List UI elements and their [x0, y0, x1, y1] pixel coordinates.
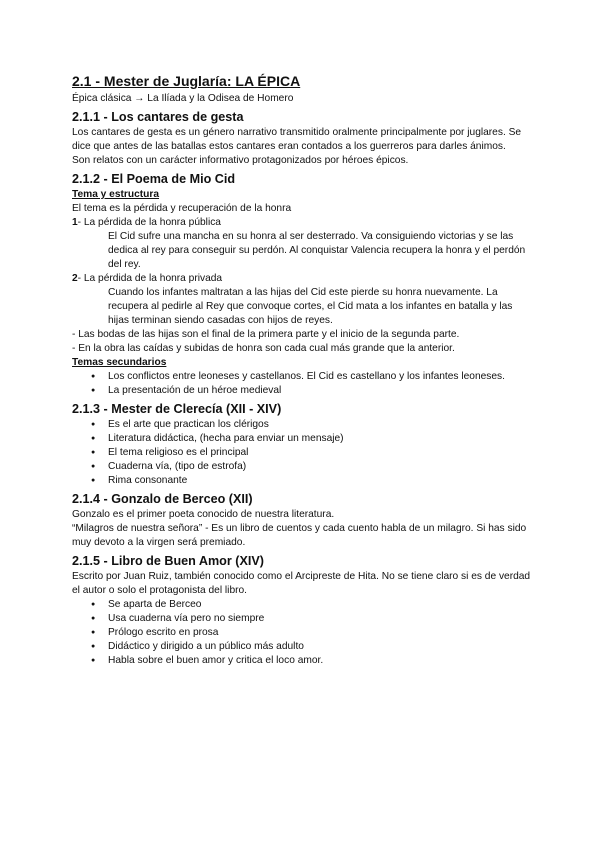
dash-line: - Las bodas de las hijas son el final de la primera parte y el inicio de la segunda parte. — [72, 329, 460, 340]
bullet-list — [72, 370, 532, 398]
list-item: ● Prólogo escrito en prosa — [108, 626, 532, 640]
subheading-temas-secundarios: Temas secundarios — [72, 357, 167, 368]
paragraph: Son relatos con un carácter informativo protagonizados por héroes épicos. — [72, 155, 409, 166]
subsection-title-2-1-3: 2.1.3 - Mester de Clerecía (XII - XIV) — [72, 402, 282, 416]
subsection-title-2-1-5: 2.1.5 - Libro de Buen Amor (XIV) — [72, 554, 264, 568]
numbered-item-1 — [72, 216, 532, 230]
list-item: ● La presentación de un héroe medieval — [108, 384, 532, 398]
list-item: ● Habla sobre el buen amor y critica el loco amor. — [108, 654, 532, 668]
numbered-item-text: - La pérdida de la honra pública — [77, 217, 221, 228]
paragraph: Escrito por Juan Ruiz, también conocido como el Arcipreste de Hita. No se tiene claro si es de verdad el autor o solo el protagonista del libro. — [72, 571, 531, 596]
list-item: ● Los conflictos entre leoneses y castellanos. El Cid es castellano y los infantes leoneses. — [108, 370, 532, 384]
list-item: ● Literatura didáctica, (hecha para enviar un mensaje) — [108, 432, 532, 446]
paragraph: El tema es la pérdida y recuperación de la honra — [72, 203, 292, 214]
indented-paragraph: El Cid sufre una mancha en su honra al ser desterrado. Va consiguiendo victorias y se las dedica al rey para conseguir su perdón. Al conquistar Valencia recupera la honra y el perdón del rey. — [108, 231, 526, 270]
list-item: ● Didáctico y dirigido a un público más adulto — [108, 640, 532, 654]
bullet-list — [72, 418, 532, 488]
indented-paragraph: Cuando los infantes maltratan a las hijas del Cid este pierde su honra nuevamente. La recupera al pedirle al Rey que convoque cortes, el Cid mata a los infantes en batalla y las hijas terminan siendo casadas con hijos de reyes. — [108, 287, 513, 326]
list-item: ● Se aparta de Berceo — [108, 598, 532, 612]
dash-line: - En la obra las caídas y subidas de honra son cada cual más grande que la anterior. — [72, 343, 455, 354]
number-label: 2 — [72, 273, 78, 284]
list-item: ● Es el arte que practican los clérigos — [108, 418, 532, 432]
numbered-item-text: - La pérdida de la honra privada — [77, 273, 223, 284]
numbered-item-2 — [72, 272, 532, 286]
paragraph: “Milagros de nuestra señora” - Es un libro de cuentos y cada cuento habla de un milagro. Si has sido muy devoto a la virgen será premiado. — [72, 523, 527, 548]
list-item: ● Cuaderna vía, (tipo de estrofa) — [108, 460, 532, 474]
bullet-list — [72, 598, 532, 668]
list-item: ● Usa cuaderna vía pero no siempre — [108, 612, 532, 626]
list-item: ● El tema religioso es el principal — [108, 446, 532, 460]
document-page — [72, 72, 532, 668]
paragraph: Los cantares de gesta es un género narrativo transmitido oralmente principalmente por juglares. Se dice que antes de las batallas estos cantares eran contados a los guerreros para darles ánimos. — [72, 127, 522, 152]
subheading-tema: Tema y estructura — [72, 189, 160, 200]
number-label: 1 — [72, 217, 78, 228]
subsection-title-2-1-1: 2.1.1 - Los cantares de gesta — [72, 110, 244, 124]
subsection-title-2-1-2: 2.1.2 - El Poema de Mio Cid — [72, 172, 236, 186]
intro-line: Épica clásica → La Ilíada y la Odisea de Homero — [72, 93, 294, 104]
list-item: ● Rima consonante — [108, 474, 532, 488]
section-heading: 2.1 - Mester de Juglaría: LA ÉPICA — [72, 73, 301, 89]
paragraph: Gonzalo es el primer poeta conocido de nuestra literatura. — [72, 509, 335, 520]
subsection-title-2-1-4: 2.1.4 - Gonzalo de Berceo (XII) — [72, 492, 253, 506]
